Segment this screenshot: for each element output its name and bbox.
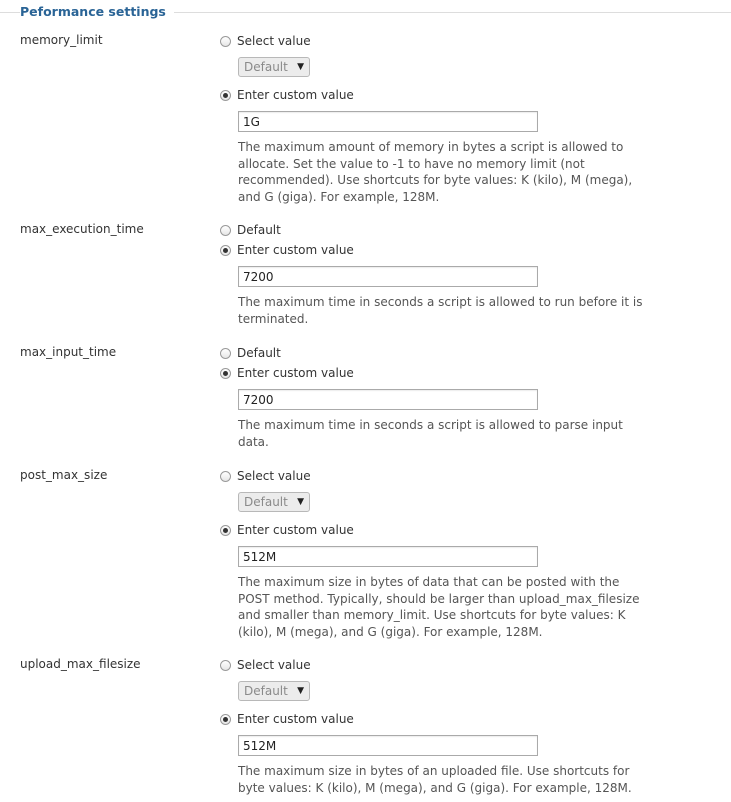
- radio-label: Select value: [237, 469, 311, 483]
- setting-description: The maximum time in seconds a script is allowed to parse input data.: [238, 418, 623, 449]
- radio-icon[interactable]: [220, 471, 231, 482]
- setting-description: The maximum size in bytes of an uploaded file. Use shortcuts for byte values: K (kilo), M (mega), and G (giga). For example, 128M.: [238, 764, 632, 795]
- value-select-dropdown[interactable]: [238, 57, 310, 77]
- setting-label: memory_limit: [20, 33, 103, 47]
- value-select-dropdown[interactable]: [238, 492, 310, 512]
- radio-label: Enter custom value: [237, 88, 354, 102]
- select-value-radio[interactable]: [220, 33, 311, 49]
- radio-icon[interactable]: [220, 714, 231, 725]
- default-radio[interactable]: [220, 222, 281, 238]
- custom-value-radio[interactable]: [220, 87, 354, 103]
- select-current-value: Default: [244, 60, 288, 74]
- section-title: Peformance settings: [20, 4, 174, 19]
- max-execution-time-input[interactable]: [238, 266, 538, 287]
- post-max-size-input[interactable]: [238, 546, 538, 567]
- select-current-value: Default: [244, 684, 288, 698]
- radio-icon[interactable]: [220, 90, 231, 101]
- radio-label: Enter custom value: [237, 243, 354, 257]
- radio-label: Select value: [237, 34, 311, 48]
- select-value-radio[interactable]: [220, 657, 311, 673]
- radio-label: Select value: [237, 658, 311, 672]
- setting-label: post_max_size: [20, 468, 108, 482]
- radio-label: Default: [237, 223, 281, 237]
- radio-icon[interactable]: [220, 348, 231, 359]
- default-radio[interactable]: [220, 345, 281, 361]
- radio-label: Enter custom value: [237, 523, 354, 537]
- radio-icon[interactable]: [220, 36, 231, 47]
- chevron-down-icon: ▼: [297, 62, 304, 72]
- max-input-time-input[interactable]: [238, 389, 538, 410]
- upload-max-filesize-input[interactable]: [238, 735, 538, 756]
- setting-label: upload_max_filesize: [20, 657, 141, 671]
- radio-label: Enter custom value: [237, 712, 354, 726]
- radio-icon[interactable]: [220, 660, 231, 671]
- radio-icon[interactable]: [220, 225, 231, 236]
- radio-label: Enter custom value: [237, 366, 354, 380]
- select-value-radio[interactable]: [220, 468, 311, 484]
- memory-limit-input[interactable]: [238, 111, 538, 132]
- setting-description: The maximum amount of memory in bytes a script is allowed to allocate. Set the value to -1 to have no memory limit (not recommended). Use shortcuts for byte values: K (kilo), M (mega), and G (giga). For example, 128M.: [238, 140, 633, 204]
- custom-value-radio[interactable]: [220, 242, 354, 258]
- radio-icon[interactable]: [220, 368, 231, 379]
- setting-description: The maximum size in bytes of data that can be posted with the POST method. Typically, should be larger than upload_max_filesize and smaller than memory_limit. Use shortcuts for byte values: K (kilo), M (mega), and G (giga). For example, 128M.: [238, 575, 640, 639]
- chevron-down-icon: ▼: [297, 497, 304, 507]
- setting-description: The maximum time in seconds a script is allowed to run before it is terminated.: [238, 295, 643, 326]
- value-select-dropdown[interactable]: [238, 681, 310, 701]
- setting-label: max_input_time: [20, 345, 117, 359]
- custom-value-radio[interactable]: [220, 711, 354, 727]
- select-current-value: Default: [244, 495, 288, 509]
- setting-label: max_execution_time: [20, 222, 144, 236]
- radio-icon[interactable]: [220, 245, 231, 256]
- custom-value-radio[interactable]: [220, 365, 354, 381]
- chevron-down-icon: ▼: [297, 686, 304, 696]
- radio-icon[interactable]: [220, 525, 231, 536]
- radio-label: Default: [237, 346, 281, 360]
- custom-value-radio[interactable]: [220, 522, 354, 538]
